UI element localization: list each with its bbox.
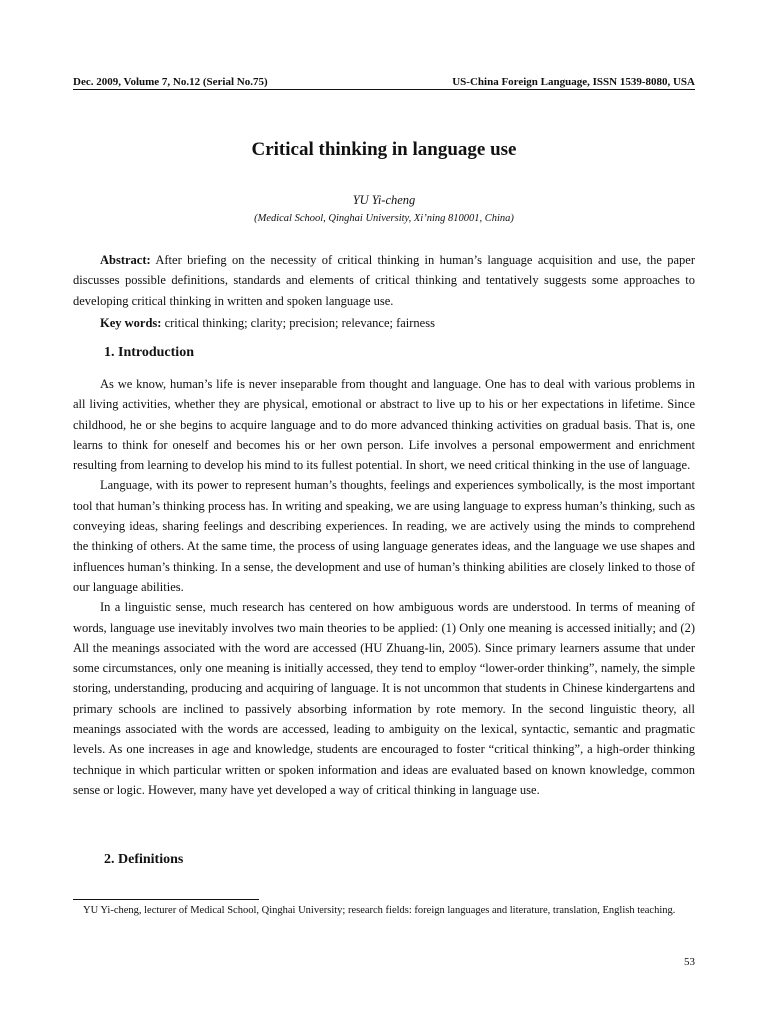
header-rule [73,89,695,90]
paper-page [73,0,695,1024]
abstract-label: Abstract: [100,253,151,267]
section-heading-introduction: 1. Introduction [104,345,194,360]
paragraph: As we know, human’s life is never inseparable from thought and language. One has to deal with various problems in all living activities, whether they are physical, emotional or abstract to live up to his or her expectations in lifetime. Since childhood, he or she begins to acquire language and to do more advanced thinking activities on gradual basis. That is, one learns to think for oneself and becomes his or her own person. Life involves a personal empowerment and enrichment resulting from learning to develop his mind to its fullest potential. In short, we need critical thinking in the use of language. [73,377,695,473]
footnote-text: YU Yi-cheng, lecturer of Medical School, Qinghai University; research fields: foreign languages and literature, translation, English teaching. [83,905,676,916]
footnote [73,904,695,918]
journal-issue: Dec. 2009, Volume 7, No.12 (Serial No.75) [73,76,268,88]
journal-name: US-China Foreign Language, ISSN 1539-8080, USA [452,76,695,88]
keywords-text: critical thinking; clarity; precision; relevance; fairness [164,316,435,330]
section-heading-definitions: 2. Definitions [104,852,184,867]
page-number: 53 [684,956,695,968]
running-header [73,72,695,88]
abstract-text: After briefing on the necessity of critical thinking in human’s language acquisition and use, the paper discusses possible definitions, standards and elements of critical thinking and tentatively suggests some approaches to developing critical thinking in written and spoken language use. [73,253,695,308]
footnote-rule [73,899,259,900]
paragraph: Language, with its power to represent human’s thoughts, feelings and experiences symbolically, is the most important tool that human’s thinking process has. In writing and speaking, we are using language to express human’s thinking, such as conveying ideas, sharing feelings and describing experiences. In reading, we are actively using the minds to comprehend the thinking of others. At the same time, the process of using language generates ideas, and the language we use shapes and influences human’s thinking. In a sense, the development and use of human’s thinking abilities are closely linked to those of our language abilities. [73,478,695,594]
introduction-body [73,374,695,800]
author-name: YU Yi-cheng [352,193,416,207]
paragraph: In a linguistic sense, much research has centered on how ambiguous words are understood. In terms of meaning of words, language use inevitably involves two main theories to be applied: (1) Only one meaning is accessed initially; and (2) All the meanings associated with the word are accessed (HU Zhuang-lin, 2005). Since primary learners assume that under some circumstances, only one meaning is initially accessed, they tend to employ “lower-order thinking”, namely, the simple storing, understanding, producing and acquiring of language. It is not uncommon that students in Chinese kindergartens and primary schools are inclined to passively absorbing information by rote memory. In the second linguistic theory, all meanings associated with the words are accessed, leading to ambiguity on the lexical, syntactic, semantic and pragmatic levels. As one increases in age and knowledge, students are encouraged to foster “critical thinking”, a high-order thinking technique in which particular written or spoken information and ideas are evaluated based on known knowledge, common sense or logic. However, many have yet developed a way of critical thinking in language use. [73,600,695,797]
author-affiliation: (Medical School, Qinghai University, Xi’ning 810001, China) [254,213,514,224]
paper-title: Critical thinking in language use [251,139,517,160]
keywords [100,313,695,333]
keywords-label: Key words: [100,316,162,330]
abstract [73,250,695,311]
